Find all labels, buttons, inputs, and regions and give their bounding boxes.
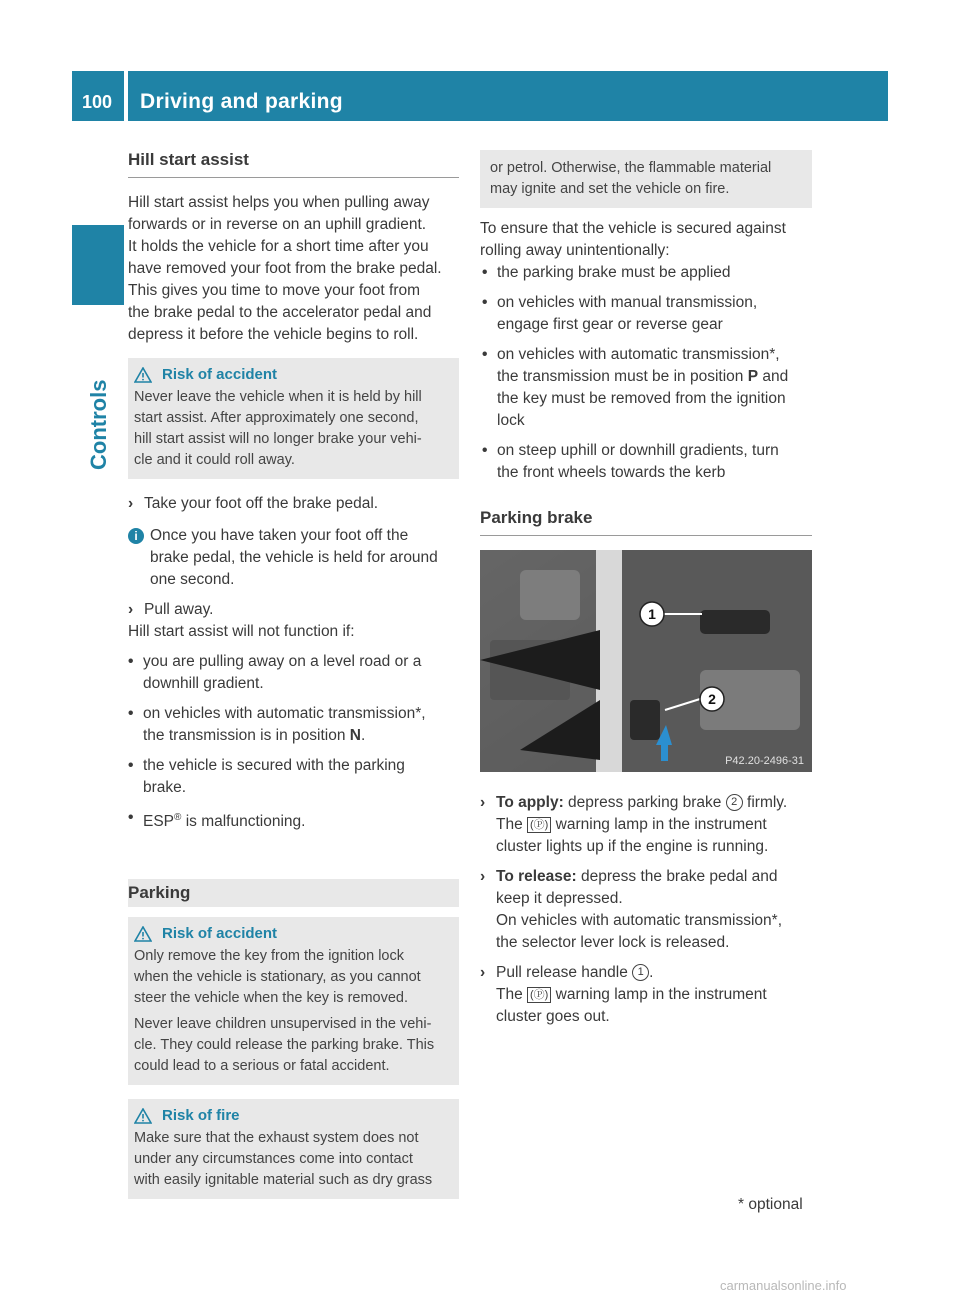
text-line: have removed your foot from the brake pedal. [128, 260, 442, 277]
step-arrow-icon: › [480, 964, 486, 981]
text-line: or petrol. Otherwise, the flammable material [490, 160, 772, 176]
text-fragment: the transmission is in position [143, 727, 350, 744]
optional-footnote: * optional [738, 1196, 803, 1213]
text-line: on vehicles with manual transmission, [497, 294, 758, 311]
text-line: This gives you time to move your foot from [128, 282, 421, 299]
step-text [496, 792, 787, 858]
step-foot-off [128, 493, 459, 515]
text-line: Never leave the vehicle when it is held by hill [134, 389, 422, 405]
watermark: carmanualsonline.info [720, 1278, 847, 1293]
callout-2: 2 [708, 691, 716, 707]
text-line: downhill gradient. [143, 675, 264, 692]
step-label: To release: [496, 868, 577, 885]
bullet-text: the parking brake must be applied [497, 264, 731, 281]
header-separator [124, 71, 128, 121]
step-apply [480, 792, 812, 858]
callout-ref-2: 2 [726, 794, 743, 811]
warning-text [134, 1014, 449, 1077]
warning-title: Risk of accident [162, 925, 278, 943]
bullet-dot: • [482, 264, 488, 281]
parking-brake-lamp-icon: (Ⓟ) [527, 817, 551, 833]
text-fragment: is malfunctioning. [181, 813, 306, 831]
warning-triangle-icon [134, 1108, 152, 1124]
bullet-level-road [128, 651, 459, 695]
bullet-dot: • [128, 809, 134, 826]
text-line: On vehicles with automatic transmission*, [496, 912, 783, 929]
text-line: on vehicles with automatic transmission*, [497, 346, 780, 363]
bullet-dot: • [128, 705, 134, 722]
text-line: Make sure that the exhaust system does not [134, 1130, 419, 1147]
text-line: on steep uphill or downhill gradients, turn [497, 442, 779, 459]
text-line: It holds the vehicle for a short time after you [128, 238, 429, 255]
text-line: with easily ignitable material such as dry grass [134, 1172, 433, 1189]
text-line: brake. [143, 779, 187, 796]
text-fragment: ESP [143, 813, 175, 831]
page-number: 100 [82, 92, 113, 112]
warning-header [134, 366, 449, 383]
text-line: the front wheels towards the kerb [497, 464, 726, 481]
section-heading-parking: Parking [128, 883, 191, 903]
text-line: To ensure that the vehicle is secured against [480, 220, 786, 237]
warning-header [134, 1107, 449, 1124]
section-heading-parking-brake: Parking brake [480, 508, 812, 536]
step-release [480, 866, 812, 954]
text-fragment: the transmission must be in position [497, 368, 748, 385]
text-fragment: warning lamp in the instrument [551, 986, 767, 1003]
callout-1: 1 [648, 606, 656, 622]
text-line: keep it depressed. [496, 890, 623, 907]
text-fragment: . [649, 964, 654, 981]
warning-header [134, 925, 449, 942]
warning-title: Risk of fire [162, 1107, 240, 1125]
left-column [128, 150, 459, 1199]
step-arrow-icon: › [480, 868, 486, 885]
text-line: cluster goes out. [496, 1008, 610, 1025]
text-line: the key must be removed from the ignition [497, 390, 786, 407]
warning-triangle-icon [134, 926, 152, 942]
text-fragment: The [496, 986, 528, 1003]
text-fragment: warning lamp in the instrument [551, 816, 767, 833]
hill-intro [128, 192, 459, 346]
step-arrow-icon: › [480, 794, 486, 811]
side-tab-label-wrap [86, 360, 116, 470]
text-line: steer the vehicle when the key is removed. [134, 990, 409, 1007]
bullet-dot: • [128, 757, 134, 774]
text-line: cle and it could roll away. [134, 452, 295, 468]
bullet-text [497, 344, 788, 432]
step-label: To apply: [496, 794, 564, 811]
step-pull-handle [480, 962, 812, 1028]
step-arrow-icon: › [128, 601, 134, 618]
text-line: you are pulling away on a level road or a [143, 653, 422, 670]
text-line: lock [497, 412, 525, 429]
bullet-dot: • [128, 653, 134, 670]
text-line: the brake pedal to the accelerator pedal and [128, 304, 432, 321]
warning-box-fire [128, 1099, 459, 1199]
side-tab-label: Controls [86, 379, 111, 470]
warning-title: Risk of accident [162, 366, 278, 383]
text-fragment: The [496, 816, 528, 833]
text-fragment: . [360, 727, 366, 744]
text-fragment: depress the brake pedal and [576, 868, 778, 885]
registered-mark: ® [174, 812, 182, 823]
warning-box-accident-1 [128, 358, 459, 479]
bullet-parking-applied [480, 262, 812, 284]
text-line: the selector lever lock is released. [496, 934, 730, 951]
bullet-text [497, 292, 757, 336]
chapter-title: Driving and parking [140, 90, 343, 113]
warning-box-fire-continued [480, 150, 812, 208]
text-line: Never leave children unsupervised in the vehi- [134, 1016, 432, 1033]
step-text [496, 866, 782, 954]
gear-position-n: N [349, 727, 361, 744]
step-arrow-icon: › [128, 495, 134, 512]
text-line: forwards or in reverse on an uphill gradient. [128, 216, 427, 233]
gear-position-p: P [747, 368, 759, 385]
step-text: Take your foot off the brake pedal. [144, 495, 379, 512]
side-tab [72, 225, 124, 305]
text-line: depress it before the vehicle begins to roll. [128, 326, 419, 343]
text-fragment: depress parking brake [563, 794, 726, 811]
warning-triangle-icon [134, 367, 152, 383]
bullet-text [143, 703, 426, 747]
text-line: one second. [150, 571, 235, 588]
text-line: engage first gear or reverse gear [497, 316, 723, 333]
parking-brake-illustration [480, 550, 812, 772]
bullet-automatic-p [480, 344, 812, 432]
parking-brake-lamp-icon: (Ⓟ) [527, 987, 551, 1003]
info-text [150, 525, 438, 591]
not-function-text: Hill start assist will not function if: [128, 623, 355, 640]
text-line: could lead to a serious or fatal accident. [134, 1058, 390, 1075]
bullet-automatic-n [128, 703, 459, 747]
info-icon: i [128, 528, 144, 544]
parking-brake-photo [480, 550, 812, 772]
bullet-esp [128, 807, 459, 833]
text-fragment: and [758, 368, 789, 385]
text-line: under any circumstances come into contact [134, 1151, 413, 1168]
bullet-text [143, 755, 405, 799]
ensure-text [480, 218, 812, 262]
bullet-text [143, 807, 305, 833]
text-line: Only remove the key from the ignition lock [134, 948, 404, 965]
warning-text [134, 946, 449, 1009]
text-line: cluster lights up if the engine is running. [496, 838, 769, 855]
text-fragment: Pull release handle [496, 964, 633, 981]
bullet-parking-brake [128, 755, 459, 799]
warning-box-accident-2 [128, 917, 459, 1085]
bullet-steep [480, 440, 812, 484]
right-column [480, 150, 812, 1028]
section-heading-hill-start: Hill start assist [128, 150, 459, 178]
step-text: Pull away. [144, 601, 214, 618]
step-pull-away [128, 599, 459, 621]
info-note [128, 525, 459, 591]
text-line: on vehicles with automatic transmission*, [143, 705, 426, 722]
text-line: cle. They could release the parking brake. This [134, 1037, 435, 1054]
bullet-dot: • [482, 346, 488, 363]
text-line: Once you have taken your foot off the [150, 527, 409, 544]
photo-code: P42.20-2496-31 [725, 755, 804, 767]
text-line: hill start assist will no longer brake your vehi- [134, 431, 422, 447]
warning-text [134, 387, 449, 471]
text-line: rolling away unintentionally: [480, 242, 670, 259]
callout-ref-1: 1 [632, 964, 649, 981]
text-line: start assist. After approximately one second, [134, 410, 419, 426]
text-fragment: firmly. [742, 794, 788, 811]
bullet-manual [480, 292, 812, 336]
bullet-dot: • [482, 294, 488, 311]
text-line: brake pedal, the vehicle is held for around [150, 549, 438, 566]
text-line: the vehicle is secured with the parking [143, 757, 405, 774]
section-band-parking [128, 879, 459, 907]
bullet-dot: • [482, 442, 488, 459]
warning-text [490, 158, 802, 200]
text-line: may ignite and set the vehicle on fire. [490, 181, 730, 197]
step-text [496, 962, 767, 1028]
warning-text [134, 1128, 449, 1191]
bullet-text [143, 651, 421, 695]
text-line: Hill start assist helps you when pulling away [128, 194, 430, 211]
text-line: when the vehicle is stationary, as you cannot [134, 969, 421, 986]
bullet-text [497, 440, 779, 484]
